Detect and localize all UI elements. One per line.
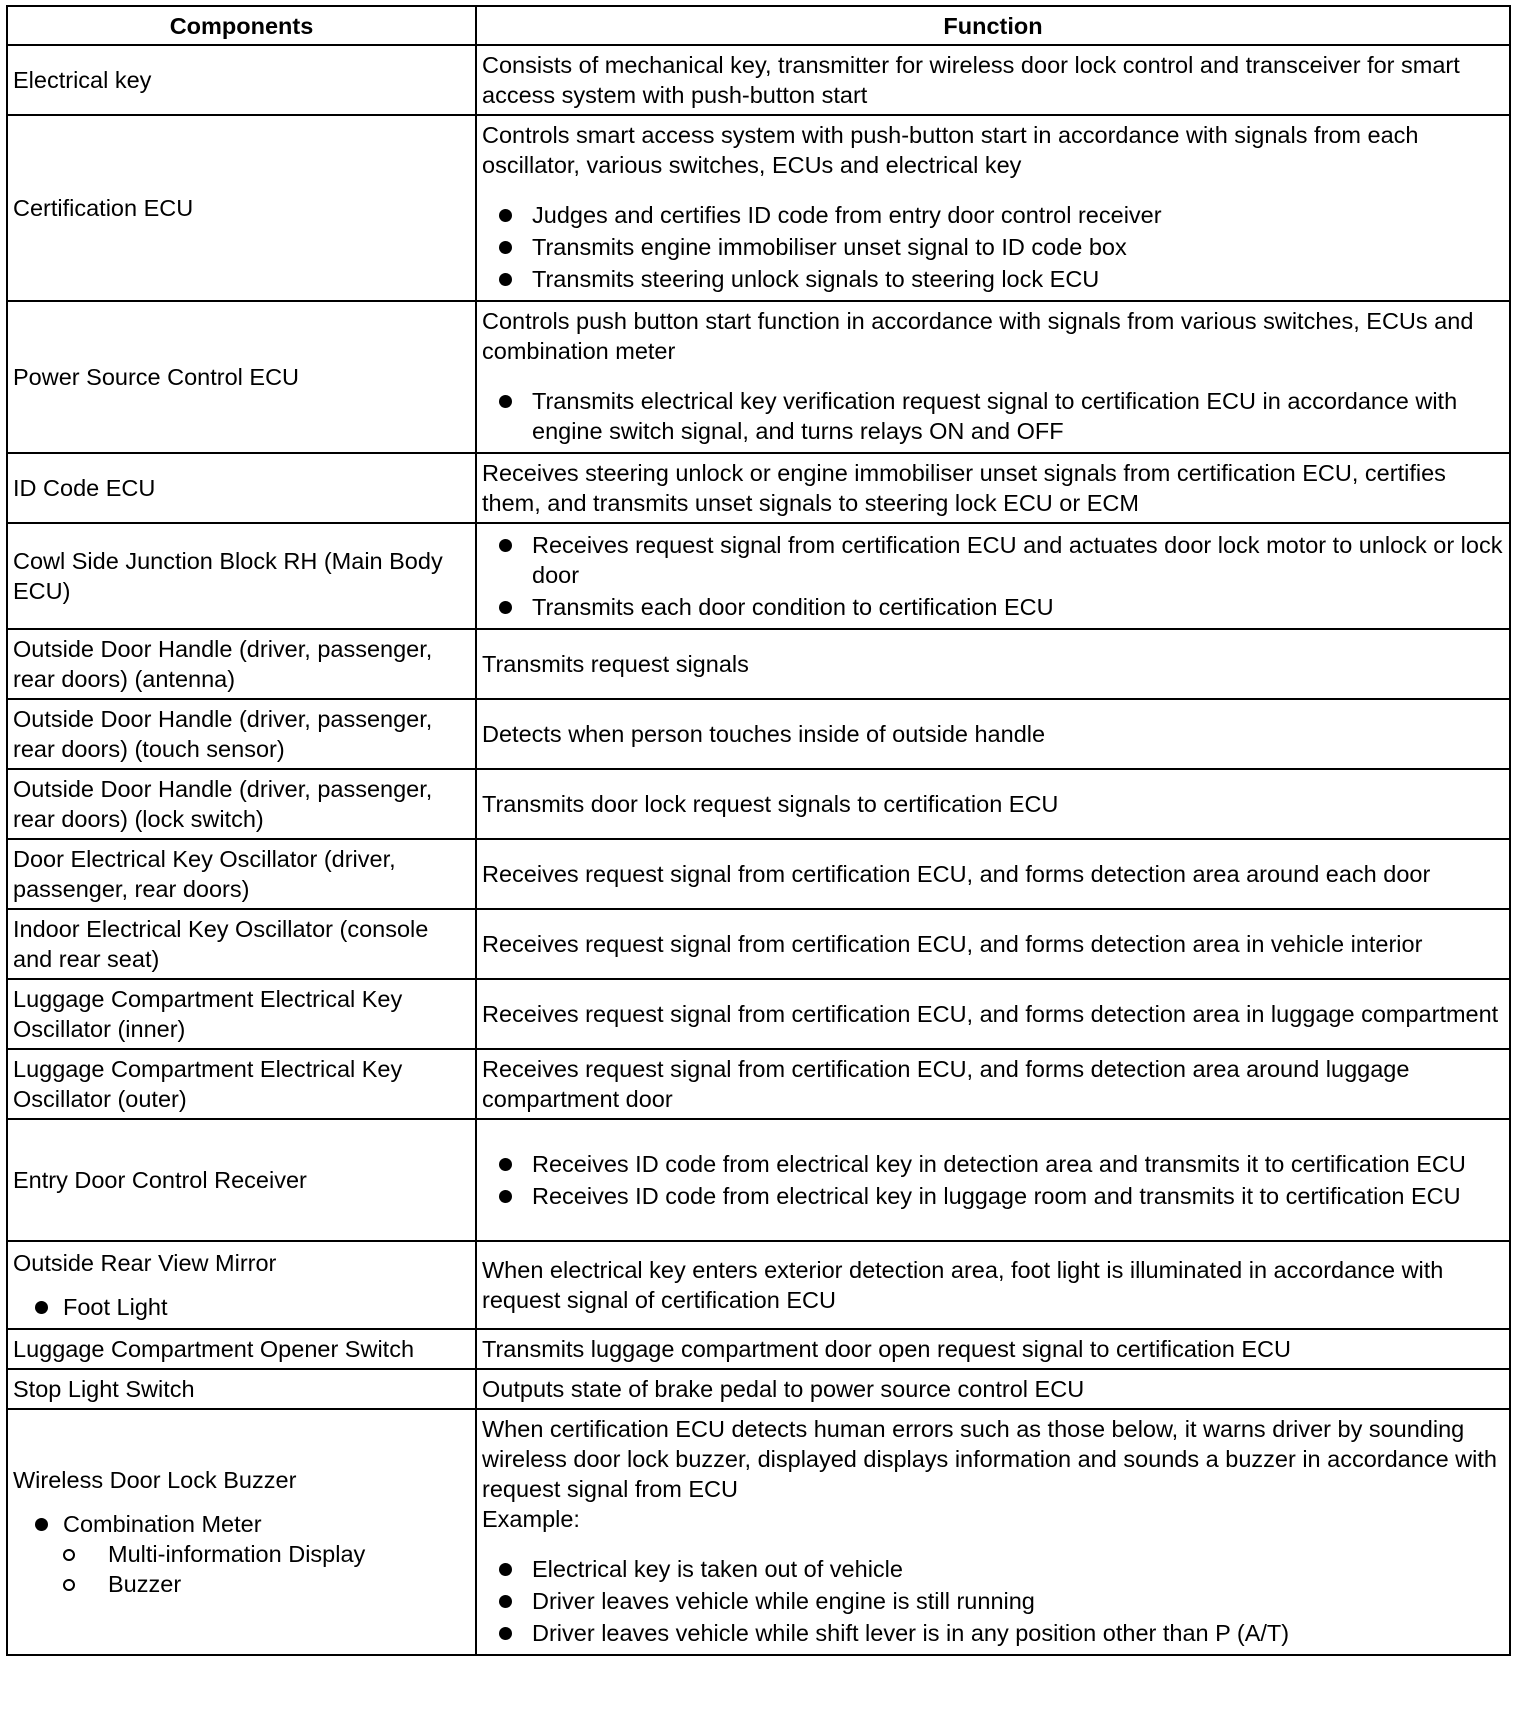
function-cell: Consists of mechanical key, transmitter for wireless door lock control and transceiver for smart access system with push-button start: [476, 45, 1510, 115]
function-bullets: [482, 200, 1503, 294]
table-row: [7, 1049, 1510, 1119]
function-cell: Receives request signal from certification ECU, and forms detection area in vehicle interior: [476, 909, 1510, 979]
table-row: [7, 1329, 1510, 1369]
component-cell: Indoor Electrical Key Oscillator (console and rear seat): [7, 909, 476, 979]
component-cell: Outside Door Handle (driver, passenger, rear doors) (touch sensor): [7, 699, 476, 769]
function-text: Controls smart access system with push-button start in accordance with signals from each oscillator, various switches, ECUs and electrical key: [482, 122, 1419, 178]
function-bullets: [482, 1149, 1503, 1211]
function-example-label: Example:: [482, 1506, 580, 1532]
component-cell: [7, 1241, 476, 1329]
function-cell: Receives request signal from certification ECU, and forms detection area around luggage compartment door: [476, 1049, 1510, 1119]
component-sub-sub-item: Multi-information Display: [63, 1539, 469, 1569]
component-cell: Door Electrical Key Oscillator (driver, passenger, rear doors): [7, 839, 476, 909]
component-cell: ID Code ECU: [7, 453, 476, 523]
table-row: [7, 769, 1510, 839]
components-function-table: [6, 5, 1511, 1656]
header-components: Components: [7, 6, 476, 45]
function-bullets: [482, 386, 1503, 446]
table-row: [7, 1241, 1510, 1329]
function-cell: Transmits request signals: [476, 629, 1510, 699]
function-cell: Outputs state of brake pedal to power source control ECU: [476, 1369, 1510, 1409]
function-cell: [476, 1119, 1510, 1241]
bullet-item: Transmits steering unlock signals to steering lock ECU: [482, 264, 1503, 294]
component-sub-sub-list: [63, 1539, 469, 1599]
function-cell: Transmits luggage compartment door open request signal to certification ECU: [476, 1329, 1510, 1369]
table-row: [7, 1119, 1510, 1241]
bullet-item: Transmits each door condition to certification ECU: [482, 592, 1503, 622]
component-cell: Stop Light Switch: [7, 1369, 476, 1409]
bullet-item: Judges and certifies ID code from entry door control receiver: [482, 200, 1503, 230]
function-cell: Detects when person touches inside of outside handle: [476, 699, 1510, 769]
component-sub-list: [13, 1509, 469, 1599]
function-cell: [476, 301, 1510, 453]
component-cell: Outside Door Handle (driver, passenger, rear doors) (lock switch): [7, 769, 476, 839]
function-cell: When electrical key enters exterior detection area, foot light is illuminated in accordance with request signal of certification ECU: [476, 1241, 1510, 1329]
component-cell: Electrical key: [7, 45, 476, 115]
function-cell: Receives request signal from certification ECU, and forms detection area in luggage compartment: [476, 979, 1510, 1049]
component-cell: Certification ECU: [7, 115, 476, 301]
component-sub-sub-item: Buzzer: [63, 1569, 469, 1599]
bullet-item: Receives request signal from certification ECU and actuates door lock motor to unlock or lock door: [482, 530, 1503, 590]
component-cell: Entry Door Control Receiver: [7, 1119, 476, 1241]
table-row: [7, 1369, 1510, 1409]
function-cell: Transmits door lock request signals to certification ECU: [476, 769, 1510, 839]
table-row: [7, 523, 1510, 629]
table-row: [7, 839, 1510, 909]
component-name: Outside Rear View Mirror: [13, 1250, 277, 1276]
component-cell: Outside Door Handle (driver, passenger, rear doors) (antenna): [7, 629, 476, 699]
component-cell: [7, 1409, 476, 1655]
table-row: [7, 301, 1510, 453]
function-bullets: [482, 1554, 1503, 1648]
bullet-item: Driver leaves vehicle while shift lever is in any position other than P (A/T): [482, 1618, 1503, 1648]
table-header-row: [7, 6, 1510, 45]
function-text: When certification ECU detects human errors such as those below, it warns driver by sounding wireless door lock buzzer, displayed displays information and sounds a buzzer in accordance with request signal from ECU: [482, 1416, 1497, 1502]
table-row: [7, 699, 1510, 769]
function-cell: Receives steering unlock or engine immobiliser unset signals from certification ECU, certifies them, and transmits unset signals to steering lock ECU or ECM: [476, 453, 1510, 523]
table-row: [7, 979, 1510, 1049]
component-cell: Luggage Compartment Electrical Key Oscillator (inner): [7, 979, 476, 1049]
bullet-item: Receives ID code from electrical key in luggage room and transmits it to certification ECU: [482, 1181, 1503, 1211]
table-row: [7, 45, 1510, 115]
bullet-item: Electrical key is taken out of vehicle: [482, 1554, 1503, 1584]
table-row: [7, 629, 1510, 699]
component-sub-label: Combination Meter: [63, 1511, 262, 1537]
table-row: [7, 115, 1510, 301]
function-bullets: [482, 530, 1503, 622]
table-row: [7, 1409, 1510, 1655]
bullet-item: Transmits electrical key verification request signal to certification ECU in accordance with engine switch signal, and turns relays ON and OFF: [482, 386, 1503, 446]
header-function: Function: [476, 6, 1510, 45]
component-cell: Luggage Compartment Opener Switch: [7, 1329, 476, 1369]
function-cell: [476, 1409, 1510, 1655]
table-row: [7, 453, 1510, 523]
bullet-item: Transmits engine immobiliser unset signal to ID code box: [482, 232, 1503, 262]
component-sub-item: [13, 1509, 469, 1599]
function-cell: Receives request signal from certification ECU, and forms detection area around each door: [476, 839, 1510, 909]
component-name: Wireless Door Lock Buzzer: [13, 1467, 297, 1493]
function-cell: [476, 115, 1510, 301]
component-sub-list: [13, 1292, 469, 1322]
bullet-item: Driver leaves vehicle while engine is still running: [482, 1586, 1503, 1616]
component-cell: Luggage Compartment Electrical Key Oscillator (outer): [7, 1049, 476, 1119]
table-row: [7, 909, 1510, 979]
component-cell: Power Source Control ECU: [7, 301, 476, 453]
component-sub-item: Foot Light: [13, 1292, 469, 1322]
function-cell: [476, 523, 1510, 629]
component-cell: Cowl Side Junction Block RH (Main Body ECU): [7, 523, 476, 629]
bullet-item: Receives ID code from electrical key in detection area and transmits it to certification ECU: [482, 1149, 1503, 1179]
function-text: Controls push button start function in accordance with signals from various switches, ECUs and combination meter: [482, 308, 1474, 364]
